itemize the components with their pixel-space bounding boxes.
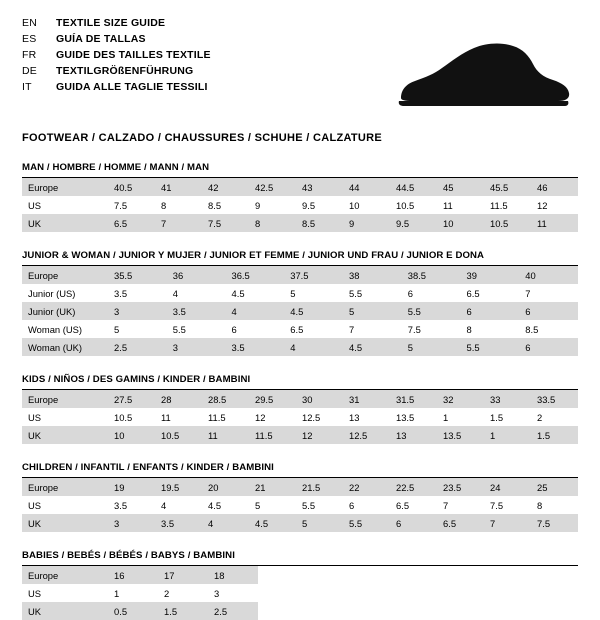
size-cell: 9 — [255, 199, 261, 211]
size-table — [22, 478, 578, 532]
row-label: Junior (UK) — [22, 302, 108, 320]
size-cell: 1 — [443, 411, 449, 423]
size-cell: 36.5 — [226, 266, 285, 284]
size-cell: 8 — [537, 499, 543, 511]
size-cell: 9.5 — [302, 199, 316, 211]
size-section — [22, 550, 578, 620]
section-title: BABIES / BEBÉS / BÉBÉS / BABYS / BAMBINI — [22, 550, 235, 561]
size-cell: 25 — [531, 478, 578, 496]
language-title: GUIDE DES TAILLES TEXTILE — [56, 49, 211, 61]
size-cell: 7 — [443, 499, 449, 511]
size-cell: 5 — [402, 338, 461, 356]
size-cell: 11 — [531, 214, 578, 232]
size-cell: 1 — [484, 426, 531, 444]
table-row — [22, 390, 578, 408]
size-cell: 0.5 — [108, 602, 158, 620]
size-cell: 10.5 — [396, 199, 415, 211]
size-cell: 13 — [390, 426, 437, 444]
size-cell: 13.5 — [437, 426, 484, 444]
size-cell: 8 — [161, 199, 167, 211]
size-cell: 36 — [167, 266, 226, 284]
size-cell: 33 — [484, 390, 531, 408]
size-cell: 41 — [155, 178, 202, 196]
size-cell: 38.5 — [402, 266, 461, 284]
size-cell: 43 — [296, 178, 343, 196]
size-cell: 4.5 — [231, 287, 245, 299]
size-cell: 37.5 — [284, 266, 343, 284]
size-cell: 4.5 — [249, 514, 296, 532]
size-cell: 22 — [343, 478, 390, 496]
size-cell: 9.5 — [390, 214, 437, 232]
size-cell: 12 — [255, 411, 266, 423]
row-label: US — [28, 199, 42, 211]
size-cell: 3 — [108, 302, 167, 320]
size-cell: 7.5 — [407, 323, 421, 335]
language-code: ES — [22, 33, 37, 45]
section-title: MAN / HOMBRE / HOMME / MANN / MAN — [22, 162, 210, 173]
size-cell: 7 — [525, 287, 531, 299]
section-title: JUNIOR & WOMAN / JUNIOR Y MUJER / JUNIOR ET FEMME / JUNIOR UND FRAU / JUNIOR E DONA — [22, 250, 485, 261]
table-row — [22, 602, 578, 620]
language-row — [22, 48, 211, 63]
size-cell: 5.5 — [343, 514, 390, 532]
row-label: Woman (UK) — [22, 338, 108, 356]
size-cell: 10.5 — [155, 426, 202, 444]
language-code: EN — [22, 17, 37, 29]
size-cell: 22.5 — [390, 478, 437, 496]
size-cell: 44 — [343, 178, 390, 196]
size-cell: 3 — [108, 514, 155, 532]
table-row — [22, 566, 578, 584]
size-cell: 8.5 — [296, 214, 343, 232]
size-cell: 6 — [390, 514, 437, 532]
table-row — [22, 478, 578, 496]
size-cell: 1.5 — [531, 426, 578, 444]
size-cell: 27.5 — [108, 390, 155, 408]
size-cell: 6 — [231, 323, 237, 335]
language-row — [22, 32, 211, 47]
size-cell: 3 — [214, 587, 220, 599]
size-cell: 40 — [519, 266, 578, 284]
row-label: Europe — [22, 478, 108, 496]
size-section — [22, 462, 578, 532]
size-cell: 6 — [349, 499, 355, 511]
size-cell: 28.5 — [202, 390, 249, 408]
size-cell: 8 — [466, 323, 472, 335]
size-cell: 8 — [249, 214, 296, 232]
size-cell: 5.5 — [349, 287, 363, 299]
size-cell: 10.5 — [114, 411, 133, 423]
size-cell: 21 — [249, 478, 296, 496]
size-cell: 31.5 — [390, 390, 437, 408]
row-label: UK — [22, 426, 108, 444]
size-cell: 4.5 — [208, 499, 222, 511]
size-cell: 1.5 — [490, 411, 504, 423]
size-cell: 4.5 — [343, 338, 402, 356]
size-cell: 18 — [208, 566, 258, 584]
page-header — [22, 16, 578, 116]
size-cell: 44.5 — [390, 178, 437, 196]
size-cell: 1.5 — [158, 602, 208, 620]
size-cell: 10 — [349, 199, 360, 211]
language-row — [22, 16, 211, 31]
table-row — [22, 426, 578, 444]
row-label: Europe — [22, 566, 108, 584]
size-cell: 42.5 — [249, 178, 296, 196]
size-cell: 8.5 — [525, 323, 539, 335]
size-cell: 5.5 — [302, 499, 316, 511]
size-cell: 45.5 — [484, 178, 531, 196]
size-cell: 19.5 — [155, 478, 202, 496]
row-label: UK — [22, 602, 108, 620]
size-cell: 6.5 — [466, 287, 480, 299]
row-label: UK — [22, 214, 108, 232]
row-label: US — [28, 587, 42, 599]
size-cell: 35.5 — [108, 266, 167, 284]
size-cell: 6.5 — [108, 214, 155, 232]
size-cell: 7 — [155, 214, 202, 232]
size-cell: 6.5 — [396, 499, 410, 511]
size-cell: 10 — [437, 214, 484, 232]
size-cell: 23.5 — [437, 478, 484, 496]
size-table — [22, 266, 578, 356]
size-cell: 5.5 — [172, 323, 186, 335]
dress-shoe-icon — [382, 34, 572, 116]
size-cell: 4 — [172, 287, 178, 299]
size-cell: 11 — [443, 199, 453, 211]
size-cell: 3.5 — [167, 302, 226, 320]
size-cell: 9 — [343, 214, 390, 232]
size-cell: 2 — [537, 411, 543, 423]
table-row — [22, 584, 578, 602]
size-cell: 42 — [202, 178, 249, 196]
size-cell: 5 — [255, 499, 261, 511]
table-row — [22, 302, 578, 320]
spacer-cell — [258, 584, 578, 602]
size-cell: 16 — [108, 566, 158, 584]
size-cell: 2.5 — [208, 602, 258, 620]
page-title: FOOTWEAR / CALZADO / CHAUSSURES / SCHUHE / CALZATURE — [22, 132, 383, 144]
size-cell: 31 — [343, 390, 390, 408]
row-label: Junior (US) — [28, 287, 76, 299]
size-cell: 6 — [519, 338, 578, 356]
size-cell: 12.5 — [302, 411, 321, 423]
spacer-cell — [258, 566, 578, 584]
table-row — [22, 320, 578, 338]
size-cell: 24 — [484, 478, 531, 496]
size-cell: 11.5 — [490, 199, 508, 211]
size-cell: 4 — [284, 338, 343, 356]
size-cell: 6 — [461, 302, 520, 320]
size-cell: 5.5 — [461, 338, 520, 356]
size-cell: 6 — [407, 287, 413, 299]
size-cell: 6.5 — [290, 323, 304, 335]
size-cell: 40.5 — [108, 178, 155, 196]
size-cell: 4 — [202, 514, 249, 532]
size-cell: 5 — [114, 323, 120, 335]
size-cell: 13.5 — [396, 411, 415, 423]
row-label: Woman (US) — [28, 323, 83, 335]
table-row — [22, 178, 578, 196]
size-cell: 12 — [296, 426, 343, 444]
size-cell: 7.5 — [490, 499, 504, 511]
size-cell: 11 — [202, 426, 249, 444]
size-cell: 30 — [296, 390, 343, 408]
size-cell: 2.5 — [108, 338, 167, 356]
size-cell: 11.5 — [249, 426, 296, 444]
size-cell: 12.5 — [343, 426, 390, 444]
language-title: GUIDA ALLE TAGLIE TESSILI — [56, 81, 208, 93]
section-title: KIDS / NIÑOS / DES GAMINS / KINDER / BAMBINI — [22, 374, 251, 385]
size-cell: 10 — [108, 426, 155, 444]
size-cell: 1 — [114, 587, 120, 599]
language-code: DE — [22, 65, 37, 77]
table-row — [22, 214, 578, 232]
size-cell: 5.5 — [402, 302, 461, 320]
size-cell: 10.5 — [484, 214, 531, 232]
size-table — [22, 178, 578, 232]
size-cell: 3.5 — [114, 499, 128, 511]
size-cell: 3.5 — [226, 338, 285, 356]
size-cell: 7 — [484, 514, 531, 532]
table-row — [22, 496, 578, 514]
size-sections — [22, 162, 578, 620]
size-cell: 32 — [437, 390, 484, 408]
language-title-list — [22, 16, 211, 95]
table-row — [22, 196, 578, 214]
size-cell: 7 — [349, 323, 355, 335]
size-cell: 4.5 — [284, 302, 343, 320]
size-cell: 3.5 — [114, 287, 128, 299]
size-cell: 17 — [158, 566, 208, 584]
size-cell: 5 — [290, 287, 296, 299]
language-row — [22, 64, 211, 79]
row-label: Europe — [22, 266, 108, 284]
size-cell: 20 — [202, 478, 249, 496]
size-cell: 13 — [349, 411, 360, 423]
size-cell: 39 — [461, 266, 520, 284]
table-row — [22, 338, 578, 356]
table-row — [22, 514, 578, 532]
table-row — [22, 408, 578, 426]
size-cell: 11 — [161, 411, 171, 423]
size-cell: 4 — [161, 499, 167, 511]
section-title: CHILDREN / INFANTIL / ENFANTS / KINDER / BAMBINI — [22, 462, 274, 473]
row-label: Europe — [22, 178, 108, 196]
size-cell: 2 — [164, 587, 170, 599]
language-code: IT — [22, 81, 32, 93]
size-cell: 12 — [537, 199, 548, 211]
size-cell: 6 — [519, 302, 578, 320]
table-row — [22, 266, 578, 284]
table-row — [22, 284, 578, 302]
row-label: UK — [22, 514, 108, 532]
size-cell: 4 — [226, 302, 285, 320]
row-label: US — [28, 411, 42, 423]
size-cell: 19 — [108, 478, 155, 496]
language-title: GUÍA DE TALLAS — [56, 33, 146, 45]
row-label: US — [28, 499, 42, 511]
size-cell: 5 — [343, 302, 402, 320]
size-section — [22, 162, 578, 232]
size-cell: 6.5 — [437, 514, 484, 532]
row-label: Europe — [22, 390, 108, 408]
size-cell: 28 — [155, 390, 202, 408]
size-cell: 7.5 — [531, 514, 578, 532]
size-cell: 29.5 — [249, 390, 296, 408]
size-cell: 7.5 — [114, 199, 128, 211]
size-table — [22, 566, 578, 620]
size-cell: 33.5 — [531, 390, 578, 408]
size-cell: 3 — [167, 338, 226, 356]
size-cell: 45 — [437, 178, 484, 196]
size-cell: 46 — [531, 178, 578, 196]
size-cell: 21.5 — [296, 478, 343, 496]
size-cell: 3.5 — [155, 514, 202, 532]
size-cell: 38 — [343, 266, 402, 284]
size-cell: 7.5 — [202, 214, 249, 232]
size-cell: 8.5 — [208, 199, 222, 211]
size-table — [22, 390, 578, 444]
size-section — [22, 250, 578, 356]
language-row — [22, 80, 211, 95]
language-title: TEXTILGRÖßENFÜHRUNG — [56, 65, 194, 77]
language-title: TEXTILE SIZE GUIDE — [56, 17, 166, 29]
spacer-cell — [258, 602, 578, 620]
size-cell: 5 — [296, 514, 343, 532]
size-cell: 11.5 — [208, 411, 226, 423]
size-section — [22, 374, 578, 444]
language-code: FR — [22, 49, 37, 61]
